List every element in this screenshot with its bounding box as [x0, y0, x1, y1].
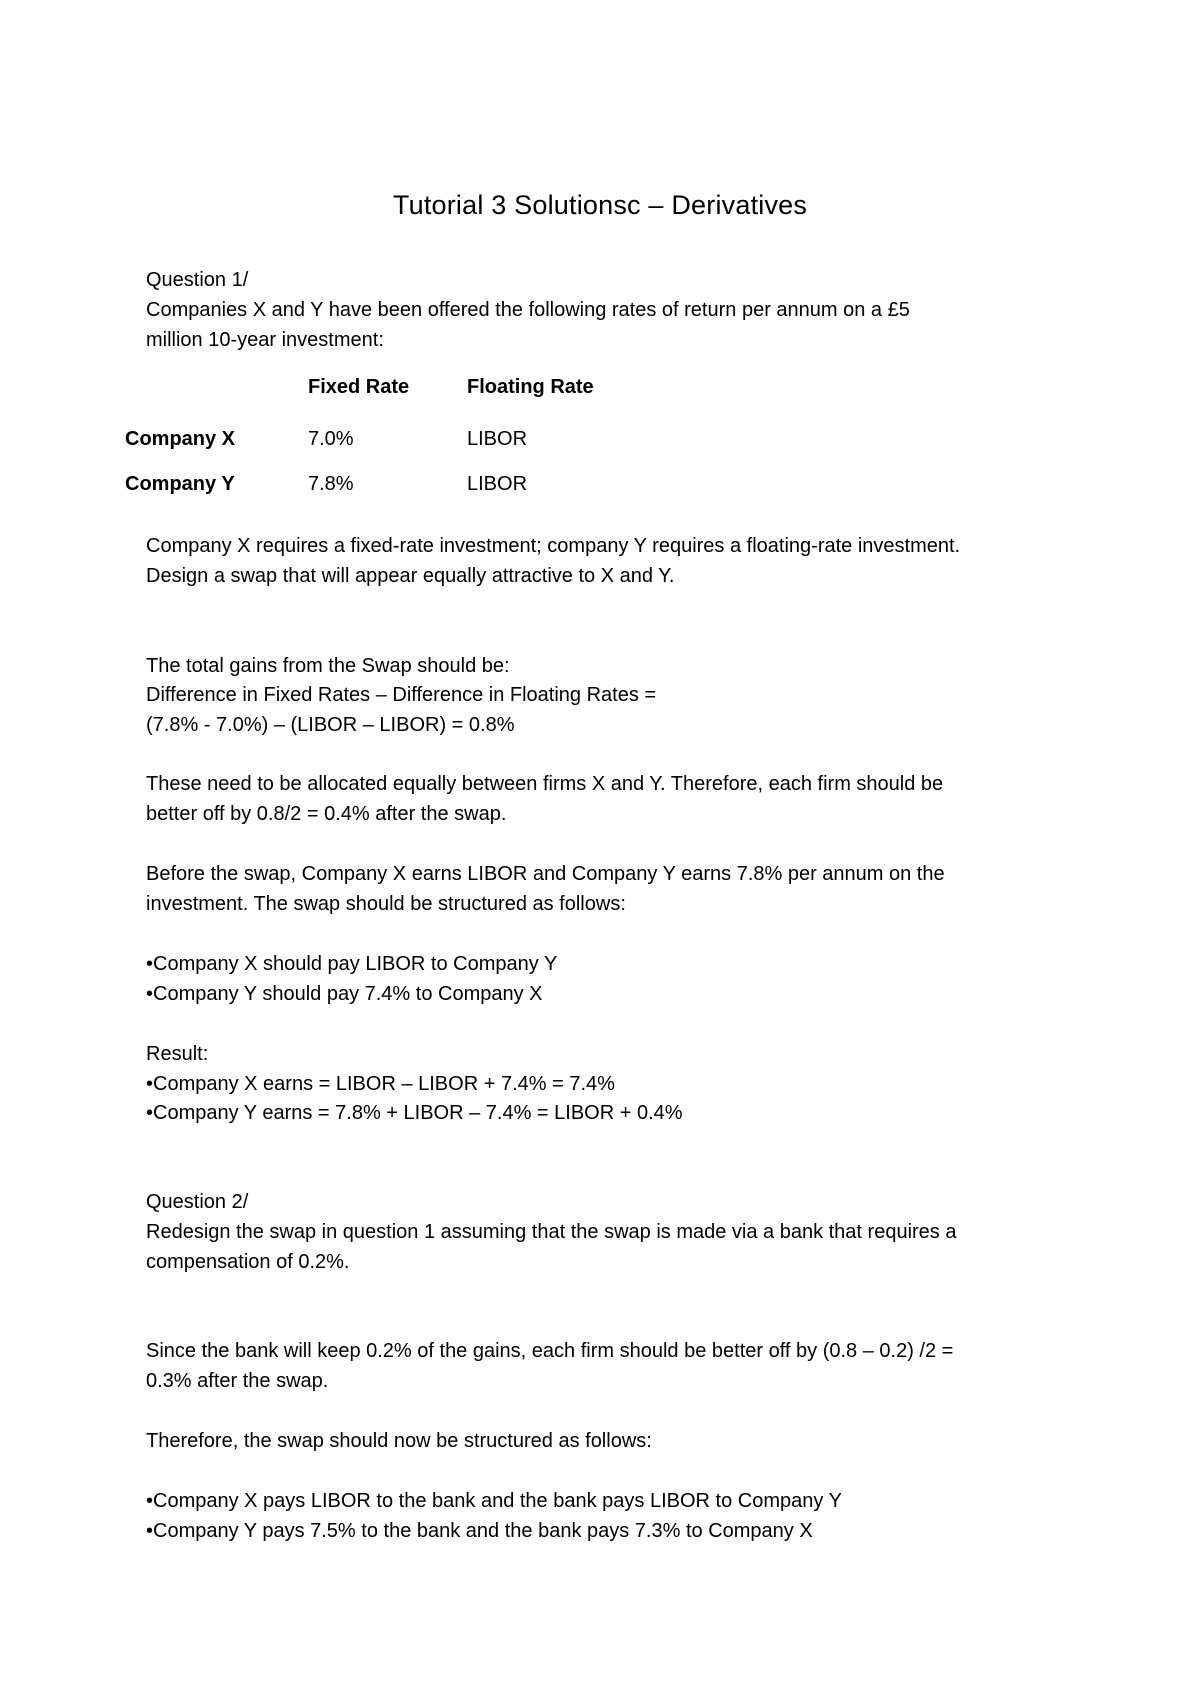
- bank-swap-structure-bullet: •Company Y pays 7.5% to the bank and the bank pays 7.3% to Company X: [146, 1520, 813, 1542]
- question-2-prompt-line: Redesign the swap in question 1 assuming that the swap is made via a bank that requires a: [146, 1221, 957, 1243]
- table-cell-floating-rate: LIBOR: [467, 428, 528, 450]
- gains-text-line: The total gains from the Swap should be:: [146, 655, 510, 677]
- question-1-prompt-line: million 10-year investment:: [146, 329, 384, 351]
- task-text-line: Design a swap that will appear equally attractive to X and Y.: [146, 565, 675, 587]
- result-heading: Result:: [146, 1043, 209, 1065]
- table-cell-fixed-rate: 7.0%: [308, 428, 354, 450]
- table-row-label: Company Y: [125, 473, 235, 495]
- table-header-floating-rate: Floating Rate: [467, 376, 594, 398]
- before-swap-text-line: Before the swap, Company X earns LIBOR and Company Y earns 7.8% per annum on the: [146, 863, 945, 885]
- therefore-text-line: Therefore, the swap should now be structured as follows:: [146, 1430, 652, 1452]
- bank-swap-structure-bullet: •Company X pays LIBOR to the bank and the bank pays LIBOR to Company Y: [146, 1490, 842, 1512]
- question-2-heading: Question 2/: [146, 1191, 249, 1213]
- gains-formula-line: (7.8% - 7.0%) – (LIBOR – LIBOR) = 0.8%: [146, 714, 515, 736]
- question-2-prompt-line: compensation of 0.2%.: [146, 1251, 350, 1273]
- document-title: Tutorial 3 Solutionsc – Derivatives: [392, 190, 808, 220]
- gains-text-line: Difference in Fixed Rates – Difference in Floating Rates =: [146, 684, 657, 706]
- question-1-prompt-line: Companies X and Y have been offered the following rates of return per annum on a £5: [146, 299, 910, 321]
- bank-gains-text-line: 0.3% after the swap.: [146, 1370, 329, 1392]
- swap-structure-bullet: •Company Y should pay 7.4% to Company X: [146, 983, 543, 1005]
- result-bullet: •Company Y earns = 7.8% + LIBOR – 7.4% = LIBOR + 0.4%: [146, 1102, 683, 1124]
- swap-structure-bullet: •Company X should pay LIBOR to Company Y: [146, 953, 558, 975]
- table-cell-fixed-rate: 7.8%: [308, 473, 354, 495]
- allocation-text-line: better off by 0.8/2 = 0.4% after the swap.: [146, 803, 507, 825]
- result-bullet: •Company X earns = LIBOR – LIBOR + 7.4% = 7.4%: [146, 1073, 615, 1095]
- table-cell-floating-rate: LIBOR: [467, 473, 528, 495]
- allocation-text-line: These need to be allocated equally between firms X and Y. Therefore, each firm should be: [146, 773, 944, 795]
- question-1-heading: Question 1/: [146, 269, 249, 291]
- table-row-label: Company X: [125, 428, 236, 450]
- task-text-line: Company X requires a fixed-rate investment; company Y requires a floating-rate investment.: [146, 535, 961, 557]
- table-header-fixed-rate: Fixed Rate: [308, 376, 410, 398]
- bank-gains-text-line: Since the bank will keep 0.2% of the gains, each firm should be better off by (0.8 – 0.2) /2 =: [146, 1340, 954, 1362]
- before-swap-text-line: investment. The swap should be structured as follows:: [146, 893, 626, 915]
